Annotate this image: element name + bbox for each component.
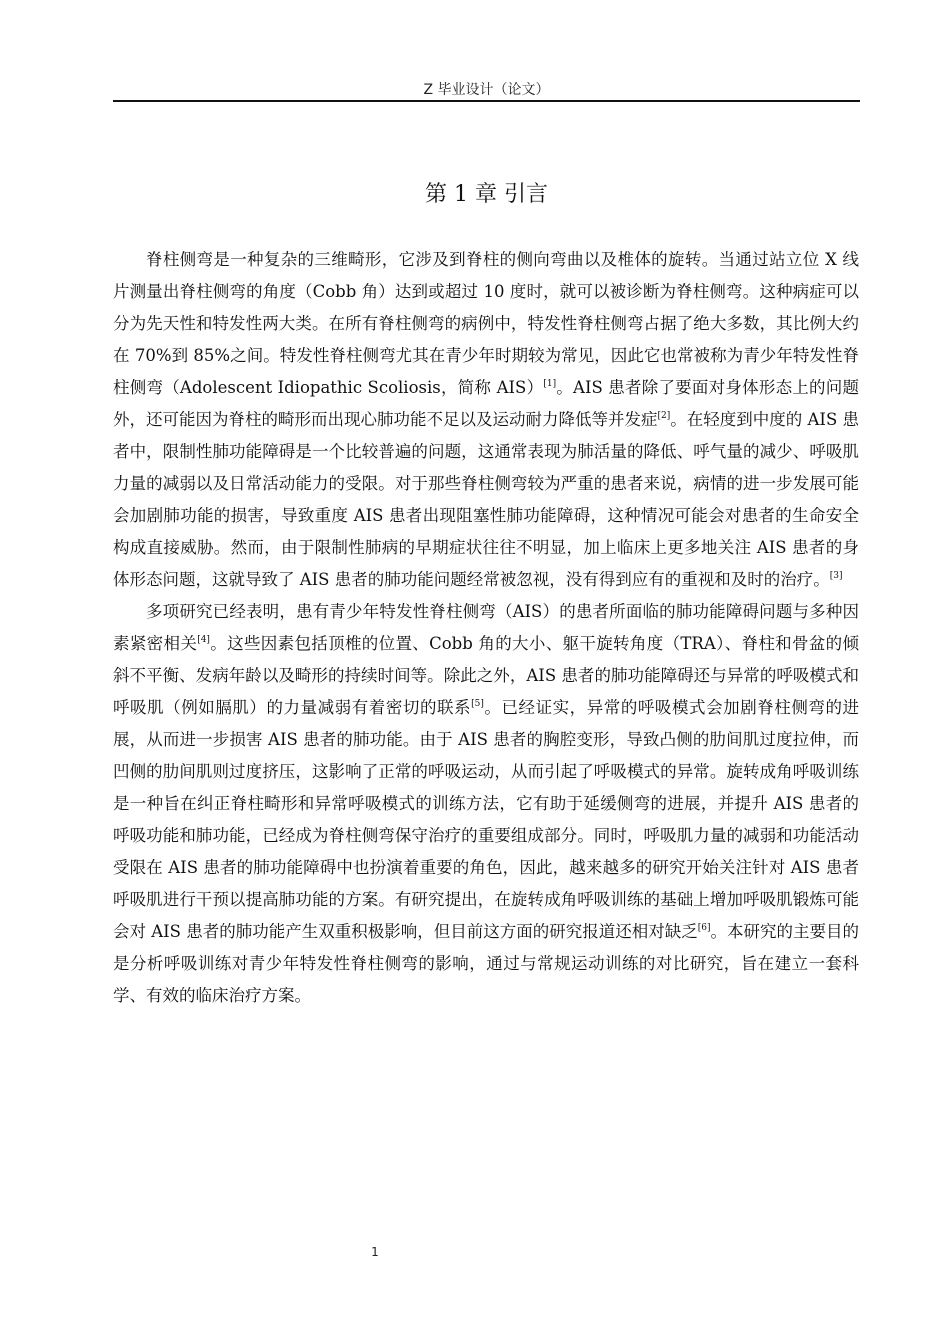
paragraph-text: 。本研究的主要目的是分析呼吸训练对青少年特发性脊柱侧弯的影响，通过与常规运动训练的对比研究，旨在建立一套科学、有效的临床治疗方案。 <box>113 922 860 1005</box>
citation-ref: [3] <box>829 571 843 581</box>
paragraph-text: 脊柱侧弯是一种复杂的三维畸形，它涉及到脊柱的侧向弯曲以及椎体的旋转。当通过站立位 X 线片测量出脊柱侧弯的角度（Cobb 角）达到或超过 10 度时，就可以被诊断为脊柱侧弯。这种病症可以分为先天性和特发性两大类。在所有脊柱侧弯的病例中，特发性脊柱侧弯占据了绝大多数，其比例大约在 70%到 85%之间。特发性脊柱侧弯尤其在青少年时期较为常见，因此它也常被称为青少年特发性脊柱侧弯（Adolescent Idiopathic Scoliosis，简称 AIS） <box>113 250 859 397</box>
citation-ref: [6] <box>697 923 711 933</box>
paragraph-text: 。在轻度到中度的 AIS 患者中，限制性肺功能障碍是一个比较普遍的问题，这通常表现为肺活量的降低、呼气量的减少、呼吸肌力量的减弱以及日常活动能力的受限。对于那些脊柱侧弯较为严重的患者来说，病情的进一步发展可能会加剧肺功能的损害，导致重度 AIS 患者出现阻塞性肺功能障碍，这种情况可能会对患者的生命安全构成直接威胁。然而，由于限制性肺病的早期症状往往不明显，加上临床上更多地关注 AIS 患者的身体形态问题，这就导致了 AIS 患者的肺功能问题经常被忽视，没有得到应有的重视和及时的治疗。 <box>113 410 859 589</box>
running-header: Z 毕业设计（论文） <box>423 82 550 98</box>
paragraph-text: 多项研究已经表明，患有青少年特发性脊柱侧弯（AIS）的患者所面临的肺功能障碍问题与多种因素紧密相关 <box>113 602 859 653</box>
paragraph-text: 。AIS 患者除了要面对身体形态上的问题外，还可能因为脊柱的畸形而出现心肺功能不足以及运动耐力降低等并发症 <box>113 378 860 429</box>
chapter-title: 第 1 章 引言 <box>425 182 548 207</box>
citation-ref: [5] <box>471 699 484 709</box>
paragraph-text: 。这些因素包括顶椎的位置、Cobb 角的大小、躯干旋转角度（TRA）、脊柱和骨盆的倾斜不平衡、发病年龄以及畸形的持续时间等。除此之外，AIS 患者的肺功能障碍还与异常的呼吸模式和呼吸肌（例如膈肌）的力量减弱有着密切的联系 <box>113 634 860 717</box>
paragraph-text: 。已经证实，异常的呼吸模式会加剧脊柱侧弯的进展，从而进一步损害 AIS 患者的肺功能。由于 AIS 患者的胸腔变形，导致凸侧的肋间肌过度拉伸，而凹侧的肋间肌则过度挤压，这影响了正常的呼吸运动，从而引起了呼吸模式的异常。旋转成角呼吸训练是一种旨在纠正脊柱畸形和异常呼吸模式的训练方法，它有助于延缓侧弯的进展，并提升 AIS 患者的呼吸功能和肺功能，已经成为脊柱侧弯保守治疗的重要组成部分。同时，呼吸肌力量的减弱和功能活动受限在 AIS 患者的肺功能障碍中也扮演着重要的角色，因此，越来越多的研究开始关注针对 AIS 患者呼吸肌进行干预以提高肺功能的方案。有研究提出，在旋转成角呼吸训练的基础上增加呼吸肌锻炼可能会对 AIS 患者的肺功能产生双重积极影响，但目前这方面的研究报道还相对缺乏 <box>113 698 860 941</box>
header-rule <box>113 100 860 102</box>
citation-ref: [1] <box>543 379 557 389</box>
page-number: 1 <box>371 1245 379 1259</box>
citation-ref: [2] <box>657 411 671 421</box>
paragraph <box>113 596 859 1012</box>
paragraph <box>113 244 859 596</box>
citation-ref: [4] <box>197 635 210 645</box>
body-text <box>113 244 859 1012</box>
